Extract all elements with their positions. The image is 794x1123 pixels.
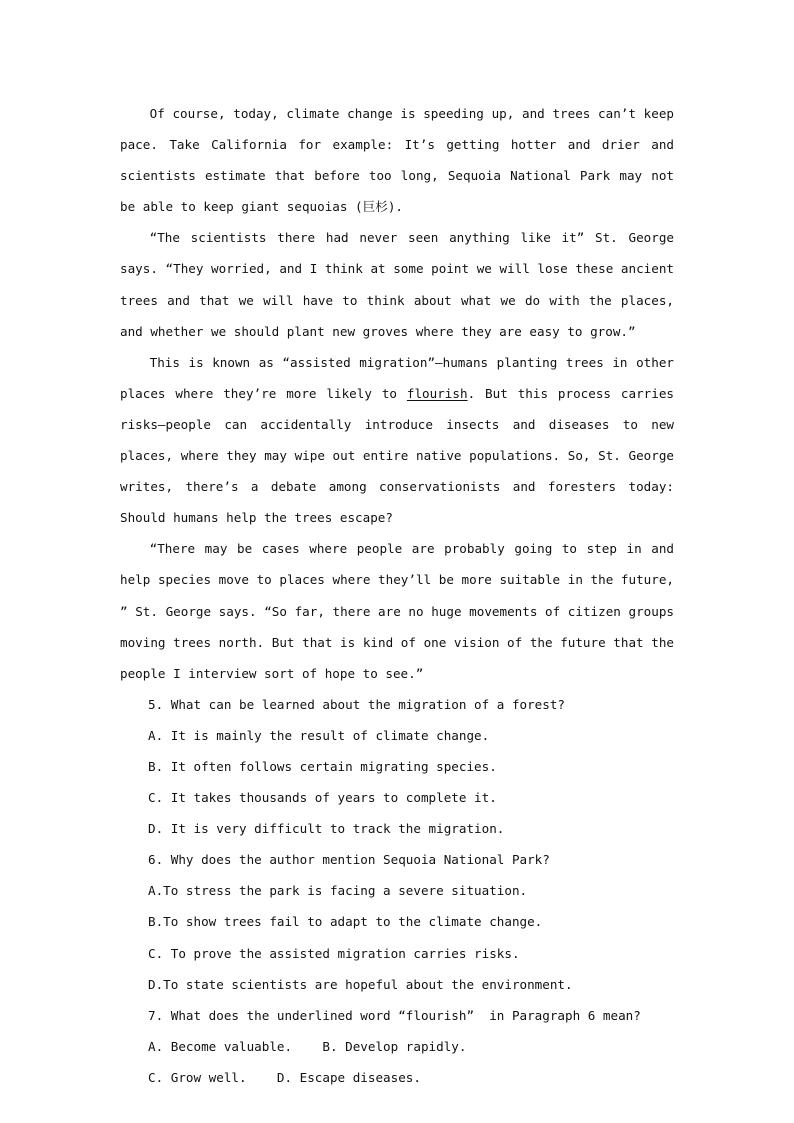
underlined-word-flourish: flourish	[406, 385, 468, 401]
question-5-option-b: B. It often follows certain migrating species.	[148, 758, 497, 774]
question-6-option-c: C. To prove the assisted migration carries risks.	[148, 945, 520, 961]
question-5-option-d: D. It is very difficult to track the migration.	[148, 821, 505, 837]
passage-paragraph-4: “There may be cases where people are probably going to step in and help species move to places where they’ll be more suitable in the future, ” St. George says. “So far, there are no huge movements of citizen groups moving trees north. But that is kind of one vision of the future that the people I interview sort of hope to see.”	[120, 541, 674, 681]
question-7-stem: 7. What does the underlined word “flourish” in Paragraph 6 mean?	[148, 1007, 641, 1023]
passage-paragraph-1: Of course, today, climate change is speeding up, and trees can’t keep pace. Take California for example: It’s getting hotter and drier and scientists estimate that before too long, Sequoia National Park may not be able to keep giant sequoias (巨杉).	[120, 106, 674, 215]
passage-paragraph-3	[120, 347, 674, 534]
question-6-option-b: B.To show trees fail to adapt to the climate change.	[148, 914, 543, 930]
paragraph-3-text-before: This is known as “assisted migration”—humans planting trees in other places where they’re more likely to	[120, 354, 674, 401]
passage-paragraph-2: “The scientists there had never seen anything like it” St. George says. “They worried, and I think at some point we will lose these ancient trees and that we will have to think about what we do with the places, and whether we should plant new groves where they are easy to grow.”	[120, 230, 674, 339]
question-7-options-ab: A. Become valuable. B. Develop rapidly.	[148, 1038, 467, 1054]
paragraph-3-text-after: . But this process carries risks—people can accidentally introduce insects and diseases to new places, where they may wipe out entire native populations. So, St. George writes, there’s a debate among conservationists and foresters today: Should humans help the trees escape?	[120, 385, 674, 526]
question-5-option-a: A. It is mainly the result of climate change.	[148, 727, 490, 743]
question-5-option-c: C. It takes thousands of years to complete it.	[148, 790, 497, 806]
questions-block	[120, 689, 674, 1093]
question-6-option-a: A.To stress the park is facing a severe situation.	[148, 883, 528, 899]
question-6-stem: 6. Why does the author mention Sequoia National Park?	[148, 852, 550, 868]
document-content	[120, 98, 674, 1093]
question-7-options-cd: C. Grow well. D. Escape diseases.	[148, 1069, 421, 1085]
question-6-option-d: D.To state scientists are hopeful about the environment.	[148, 976, 573, 992]
question-5-stem: 5. What can be learned about the migration of a forest?	[148, 696, 566, 712]
